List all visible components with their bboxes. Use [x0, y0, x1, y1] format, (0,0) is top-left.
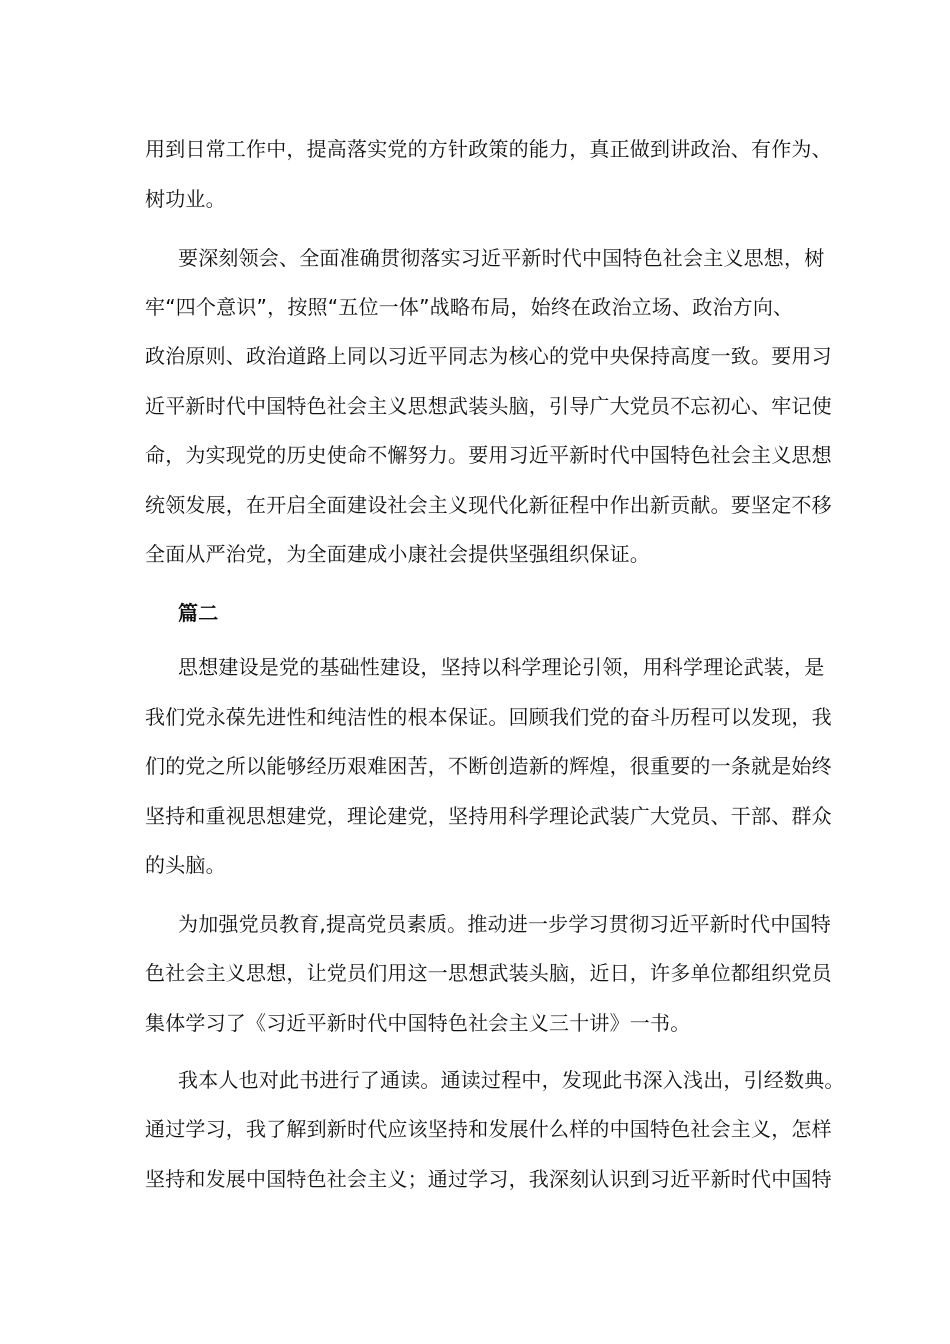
text-line: 通过学习，我了解到新时代应该坚持和发展什么样的中国特色社会主义，怎样 [145, 1117, 832, 1141]
text-line: 近平新时代中国特色社会主义思想武装头脑，引导广大党员不忘初心、牢记使 [145, 394, 832, 418]
section-heading: 篇二 [178, 601, 219, 625]
text-line: 命，为实现党的历史使命不懈努力。要用习近平新时代中国特色社会主义思想 [145, 443, 832, 467]
text-line: 们的党之所以能够经历艰难困苦，不断创造新的辉煌，很重要的一条就是始终 [145, 754, 832, 778]
paragraph-first-line: 思想建设是党的基础性建设，坚持以科学理论引领，用科学理论武装，是 [178, 655, 825, 679]
text-line: 树功业。 [145, 187, 226, 211]
text-line: 集体学习了《习近平新时代中国特色社会主义三十讲》一书。 [145, 1011, 691, 1035]
paragraph-first-line: 要深刻领会、全面准确贯彻落实习近平新时代中国特色社会主义思想，树 [178, 246, 825, 270]
text-line: 全面从严治党，为全面建成小康社会提供坚强组织保证。 [145, 542, 650, 566]
text-line: 的头脑。 [145, 853, 226, 877]
paragraph-first-line: 我本人也对此书进行了通读。通读过程中，发现此书深入浅出，引经数典。 [178, 1068, 845, 1092]
text-line: 用到日常工作中，提高落实党的方针政策的能力，真正做到讲政治、有作为、 [145, 137, 832, 161]
text-line: 统领发展，在开启全面建设社会主义现代化新征程中作出新贡献。要坚定不移 [145, 493, 832, 517]
text-line: 我们党永葆先进性和纯洁性的根本保证。回顾我们党的奋斗历程可以发现，我 [145, 705, 832, 729]
text-line: 坚持和发展中国特色社会主义；通过学习，我深刻认识到习近平新时代中国特 [145, 1167, 832, 1191]
text-line: 坚持和重视思想建党，理论建党，坚持用科学理论武装广大党员、干部、群众 [145, 804, 832, 828]
paragraph-first-line: 为加强党员教育,提高党员素质。推动进一步学习贯彻习近平新时代中国特 [178, 912, 831, 936]
text-line: 色社会主义思想，让党员们用这一思想武装头脑，近日，许多单位都组织党员 [145, 961, 832, 985]
text-line: 政治原则、政治道路上同以习近平同志为核心的党中央保持高度一致。要用习 [145, 344, 832, 368]
text-line: 牢“四个意识”，按照“五位一体”战略布局，始终在政治立场、政治方向、 [145, 295, 794, 319]
